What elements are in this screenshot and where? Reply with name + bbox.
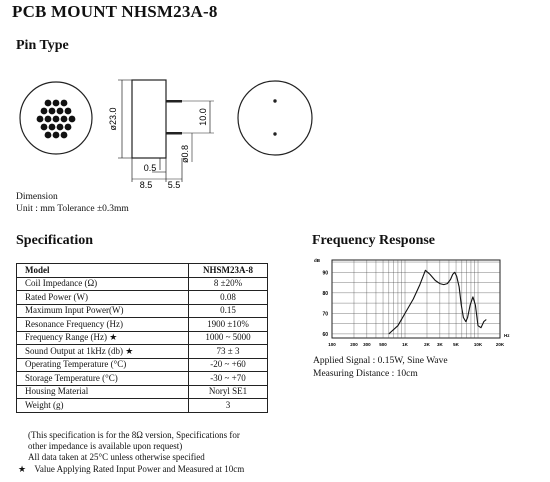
spec-value-cell: -30 ~ +70 [189, 372, 268, 386]
back-pin-bottom [273, 132, 276, 135]
spec-value-cell: Noryl SE1 [189, 385, 268, 399]
dim-diameter-label: ø23.0 [108, 107, 118, 131]
x-tick-label: 100 [328, 342, 336, 347]
spec-row [17, 304, 268, 318]
spec-row [17, 358, 268, 372]
spec-param-cell: Sound Output at 1kHz (db) ★ [17, 345, 189, 359]
x-tick-label: 20K [495, 342, 505, 347]
spec-value-cell: 1000 ~ 5000 [189, 331, 268, 345]
spec-row [17, 277, 268, 291]
frequency-response-chart [310, 254, 516, 350]
spec-value-cell: 0.15 [189, 304, 268, 318]
note-line-2: other impedance is available upon request) [28, 441, 183, 451]
spec-row [17, 318, 268, 332]
spec-param-cell: Storage Temperature (°C) [17, 372, 189, 386]
frequency-heading: Frequency Response [312, 233, 436, 248]
y-tick-label: 60 [322, 331, 328, 338]
spec-param-cell: Coil Impedance (Ω) [17, 277, 189, 291]
spec-param-cell: Operating Temperature (°C) [17, 358, 189, 372]
dim-a-label: 8.5 [139, 180, 153, 190]
page-title: PCB MOUNT NHSM23A-8 [12, 2, 218, 21]
star-note-text: Value Applying Rated Input Power and Measured at 10cm [34, 464, 245, 474]
x-tick-label: 300 [363, 342, 371, 347]
spec-row [17, 372, 268, 386]
x-tick-label: 200 [350, 342, 358, 347]
dimension-label: Dimension [16, 192, 58, 202]
x-tick-label: 1K [402, 342, 408, 347]
side-view-body [132, 80, 166, 158]
spec-table [16, 263, 268, 413]
spec-value-cell: -20 ~ +60 [189, 358, 268, 372]
spec-row [17, 291, 268, 305]
spec-value-cell: 0.08 [189, 291, 268, 305]
star-icon: ★ [18, 464, 27, 474]
spec-param-cell: Maximum Input Power(W) [17, 304, 189, 318]
x-tick-label: 5K [453, 342, 459, 347]
note-line-1: (This specification is for the 8Ω version, Specifications for [28, 430, 240, 440]
pin-bottom [166, 132, 182, 135]
dimension-drawing [14, 70, 324, 195]
spec-row [17, 385, 268, 399]
spec-value-cell: 3 [189, 399, 268, 413]
y-tick-label: 70 [322, 311, 328, 318]
spec-param-cell: Housing Material [17, 385, 189, 399]
measuring-distance: Measuring Distance : 10cm [313, 369, 418, 379]
dim-pin-dia-label: ø0.8 [180, 144, 190, 164]
back-view-circle [238, 81, 312, 155]
y-axis-label: dB [314, 258, 320, 263]
spec-header-row [17, 264, 268, 278]
y-tick-label: 90 [322, 270, 328, 277]
pin-top [166, 100, 182, 103]
note-line-3: All data taken at 25°C unless otherwise specified [28, 452, 205, 462]
spec-param-cell: Model [17, 264, 189, 278]
pin-type-heading: Pin Type [16, 38, 69, 53]
applied-signal: Applied Signal : 0.15W, Sine Wave [313, 356, 448, 366]
x-tick-label: 10K [473, 342, 483, 347]
spec-row [17, 345, 268, 359]
spec-param-cell: Rated Power (W) [17, 291, 189, 305]
x-tick-label: 2K [424, 342, 430, 347]
response-curve [389, 270, 487, 334]
spec-row [17, 399, 268, 413]
spec-value-cell: 8 ±20% [189, 277, 268, 291]
spec-value-cell: NHSM23A-8 [189, 264, 268, 278]
spec-value-cell: 1900 ±10% [189, 318, 268, 332]
dim-b-label: 5.5 [167, 180, 181, 190]
spec-notes [28, 430, 240, 463]
unit-text: Unit : mm Tolerance ±0.3mm [16, 204, 129, 214]
x-axis-label: Hz [504, 333, 510, 338]
specification-heading: Specification [16, 233, 93, 248]
dim-pin-thick-label: 0.5 [143, 163, 157, 173]
sound-holes [37, 100, 76, 139]
x-tick-label: 3K [436, 342, 443, 347]
spec-param-cell: Frequency Range (Hz) ★ [17, 331, 189, 345]
spec-row [17, 331, 268, 345]
x-tick-label: 500 [379, 342, 387, 347]
spec-value-cell: 73 ± 3 [189, 345, 268, 359]
star-note [18, 464, 244, 475]
dim-height-label: 10.0 [198, 108, 208, 126]
y-tick-label: 80 [322, 290, 328, 297]
spec-param-cell: Weight (g) [17, 399, 189, 413]
spec-param-cell: Resonance Frequency (Hz) [17, 318, 189, 332]
back-pin-top [273, 99, 276, 102]
